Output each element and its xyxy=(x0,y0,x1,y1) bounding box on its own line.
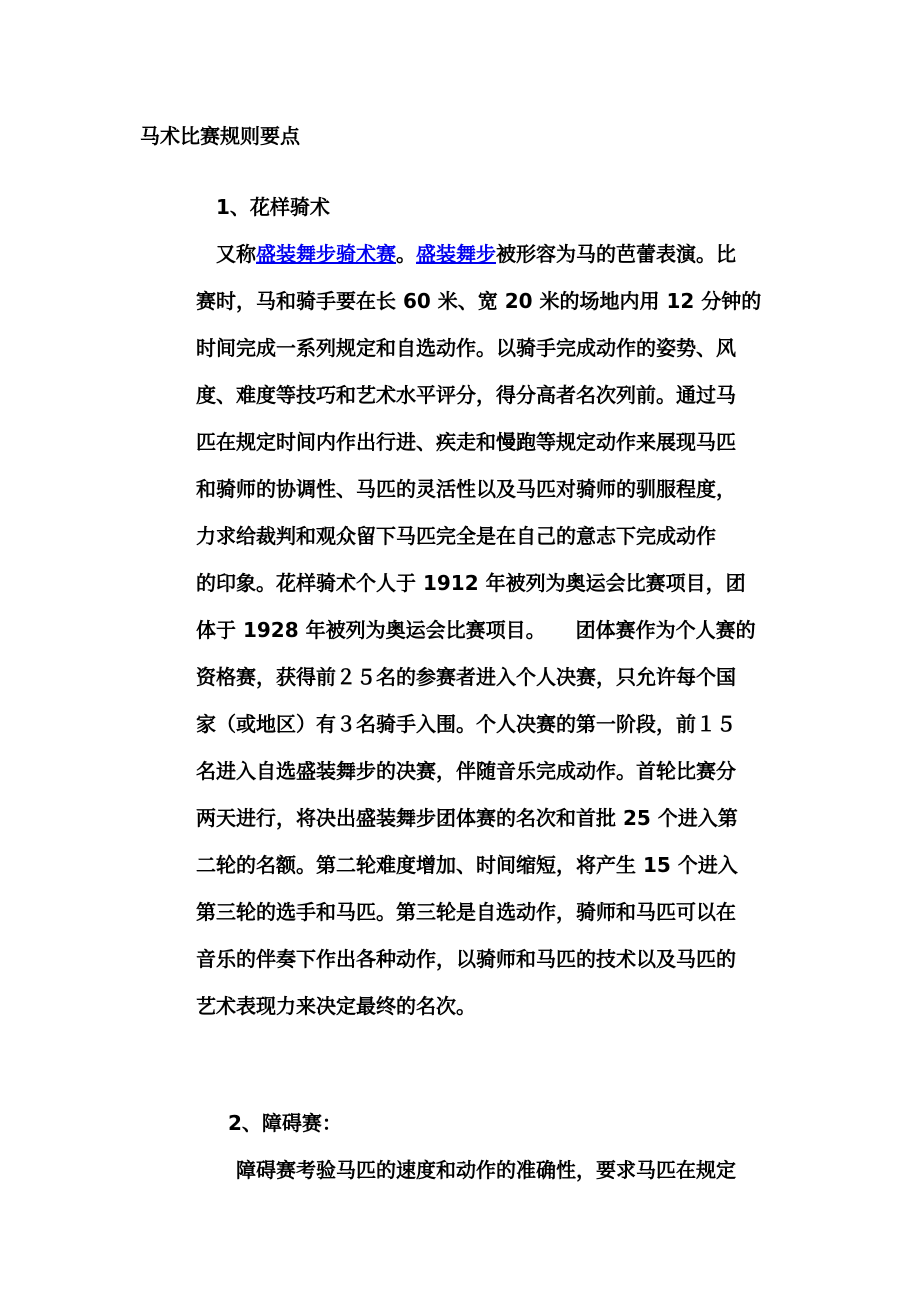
link-dressage-competition[interactable]: 盛装舞步骑术赛 xyxy=(256,242,396,266)
paragraph-line: 障碍赛考验马匹的速度和动作的准确性，要求马匹在规定 xyxy=(236,1158,736,1182)
intro-prefix: 又称 xyxy=(216,242,256,266)
intro-suffix: 被形容为马的芭蕾表演。比 xyxy=(496,242,736,266)
paragraph-line: 体于 1928 年被列为奥运会比赛项目。 团体赛作为个人赛的 xyxy=(196,618,756,642)
paragraph-line: 时间完成一系列规定和自选动作。以骑手完成动作的姿势、风 xyxy=(196,336,736,360)
intro-separator: 。 xyxy=(396,242,416,266)
section-1-heading: 1、花样骑术 xyxy=(216,195,330,219)
paragraph-line: 两天进行，将决出盛装舞步团体赛的名次和首批 25 个进入第 xyxy=(196,806,738,830)
paragraph-line: 家（或地区）有３名骑手入围。个人决赛的第一阶段，前１５ xyxy=(196,712,736,736)
paragraph-line: 度、难度等技巧和艺术水平评分，得分高者名次列前。通过马 xyxy=(196,383,736,407)
paragraph-line: 和骑师的协调性、马匹的灵活性以及马匹对骑师的驯服程度， xyxy=(196,477,736,501)
link-dressage[interactable]: 盛装舞步 xyxy=(416,242,496,266)
paragraph-line: 赛时，马和骑手要在长 60 米、宽 20 米的场地内用 12 分钟的 xyxy=(196,289,762,313)
paragraph-line: 名进入自选盛装舞步的决赛，伴随音乐完成动作。首轮比赛分 xyxy=(196,759,736,783)
paragraph-line: 力求给裁判和观众留下马匹完全是在自己的意志下完成动作 xyxy=(196,524,716,548)
section-1-intro-line xyxy=(216,242,736,266)
paragraph-line: 资格赛，获得前２５名的参赛者进入个人决赛，只允许每个国 xyxy=(196,665,736,689)
paragraph-line: 音乐的伴奏下作出各种动作，以骑师和马匹的技术以及马匹的 xyxy=(196,947,736,971)
paragraph-line: 第三轮的选手和马匹。第三轮是自选动作，骑师和马匹可以在 xyxy=(196,900,736,924)
doc-title: 马术比赛规则要点 xyxy=(140,124,300,148)
paragraph-line: 艺术表现力来决定最终的名次。 xyxy=(196,994,476,1018)
paragraph-line: 的印象。花样骑术个人于 1912 年被列为奥运会比赛项目，团 xyxy=(196,571,746,595)
paragraph-line: 二轮的名额。第二轮难度增加、时间缩短，将产生 15 个进入 xyxy=(196,853,738,877)
paragraph-line: 匹在规定时间内作出行进、疾走和慢跑等规定动作来展现马匹 xyxy=(196,430,736,454)
section-2-heading: 2、障碍赛： xyxy=(228,1111,342,1135)
